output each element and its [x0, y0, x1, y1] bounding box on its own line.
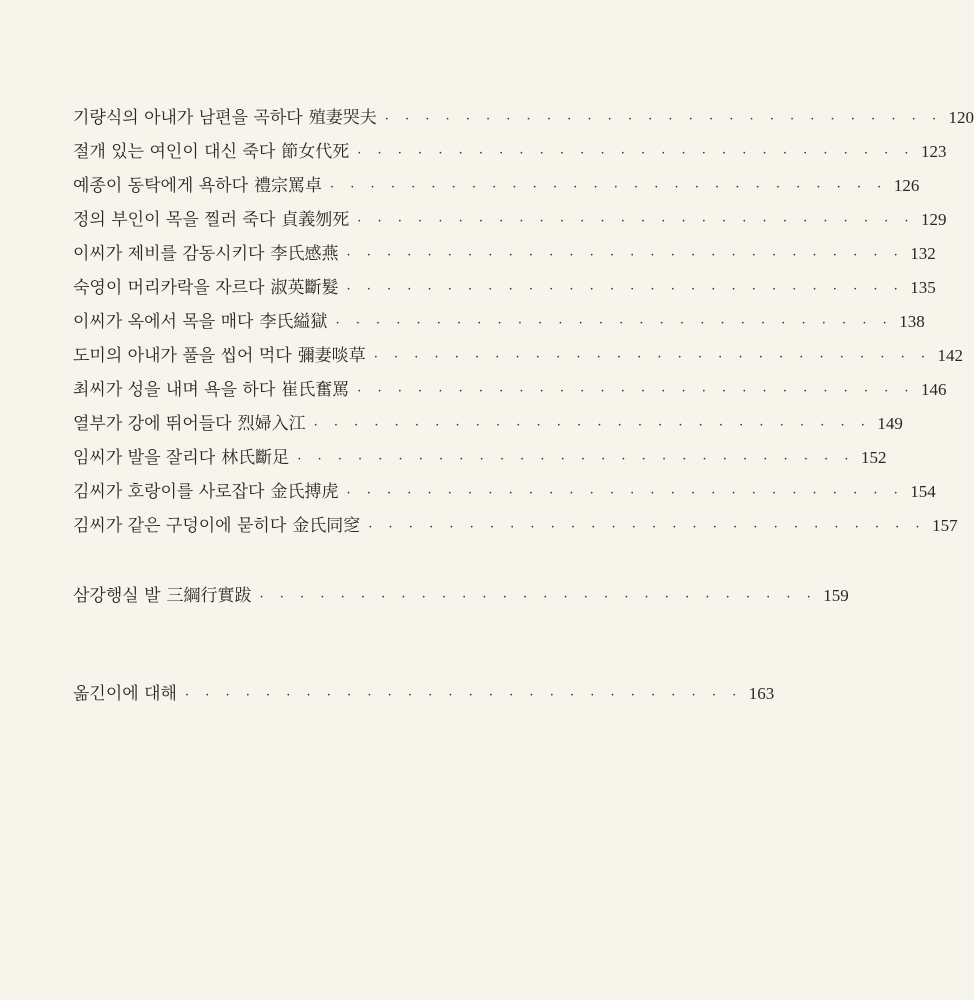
toc-entry-translator	[73, 679, 775, 713]
toc-entry-page: 146	[921, 380, 947, 399]
toc-entry-hanja: 禮宗罵卓	[254, 176, 323, 196]
toc-entry-page: 126	[893, 176, 920, 195]
toc-leader-dots: · · · · · · · · · · · · · · · · · · · · · · · · · · · ·	[346, 486, 904, 501]
toc-entry-title: 기량식의 아내가 남편을 곡하다	[73, 108, 303, 128]
toc-leader-dots: · · · · · · · · · · · · · · · · · · · · · · · · · · · ·	[313, 418, 871, 433]
section-spacer	[73, 545, 517, 581]
toc-entry-title: 임씨가 발을 잘리다	[73, 448, 216, 468]
toc-entry-title: 삼강행실 발	[73, 586, 161, 606]
toc-entry-hanja: 彌妻啖草	[297, 346, 366, 366]
toc-entry-page: 149	[877, 414, 903, 433]
toc-entry-page: 163	[748, 684, 775, 703]
toc-entry-hanja: 林氏斷足	[221, 448, 290, 468]
toc-entry	[73, 341, 963, 375]
toc-entry-title: 열부가 강에 뛰어들다	[73, 414, 232, 434]
toc-entry	[73, 103, 974, 137]
toc-entry-hanja: 烈婦入江	[237, 414, 306, 434]
toc-leader-dots: · · · · · · · · · · · · · · · · · · · · · · · · · · · ·	[297, 452, 855, 467]
toc-entry-title: 이씨가 제비를 감동시키다	[73, 244, 265, 264]
toc-entry-title: 절개 있는 여인이 대신 죽다	[73, 142, 276, 162]
toc-entry-page: 120	[948, 108, 974, 127]
toc-entry-page: 142	[937, 346, 963, 365]
toc-entry-page: 152	[860, 448, 887, 467]
toc-entry-page: 132	[910, 244, 936, 263]
section-spacer	[73, 615, 517, 679]
toc-leader-dots: · · · · · · · · · · · · · · · · · · · · · · · · · · · ·	[368, 520, 926, 535]
toc-entry-hanja: 三綱行實跋	[166, 586, 252, 606]
toc-entry-page: 123	[921, 142, 947, 161]
toc-entry-hanja: 殖妻哭夫	[308, 108, 377, 128]
toc-entry-page: 157	[932, 516, 958, 535]
toc-entry-hanja: 金氏同窆	[292, 516, 361, 536]
toc-entry	[73, 205, 947, 239]
toc-leader-dots: · · · · · · · · · · · · · · · · · · · · · · · · · · · ·	[330, 180, 888, 195]
toc-entry-page: 129	[921, 210, 947, 229]
toc-leader-dots: · · · · · · · · · · · · · · · · · · · · · · · · · · · ·	[384, 112, 942, 127]
toc-entry	[73, 477, 936, 511]
toc-entry-title: 예종이 동탁에게 욕하다	[73, 176, 249, 196]
toc-entry	[73, 443, 887, 477]
toc-entry-title: 정의 부인이 목을 찔러 죽다	[73, 210, 276, 230]
toc-entry-title: 김씨가 호랑이를 사로잡다	[73, 482, 265, 502]
toc-leader-dots: · · · · · · · · · · · · · · · · · · · · · · · · · · · ·	[346, 282, 904, 297]
toc-entry-afterword	[73, 581, 849, 615]
toc-entry-title: 도미의 아내가 풀을 씹어 먹다	[73, 346, 292, 366]
toc-leader-dots: · · · · · · · · · · · · · · · · · · · · · · · · · · · ·	[184, 688, 743, 703]
toc-entry-title: 옮긴이에 대해	[73, 684, 177, 704]
toc-leader-dots: · · · · · · · · · · · · · · · · · · · · · · · · · · · ·	[357, 146, 915, 161]
toc-leader-dots: · · · · · · · · · · · · · · · · · · · · · · · · · · · ·	[357, 214, 915, 229]
toc-entry-page: 159	[823, 586, 849, 605]
toc-entry-page: 154	[910, 482, 936, 501]
toc-entry-hanja: 淑英斷髮	[270, 278, 339, 298]
toc-entry-hanja: 貞義刎死	[281, 210, 350, 230]
toc-entry-page: 138	[899, 312, 925, 331]
toc-entry-title: 숙영이 머리카락을 자르다	[73, 278, 265, 298]
toc-entry-hanja: 李氏感燕	[270, 244, 339, 264]
toc-entry	[73, 307, 925, 341]
toc-entry	[73, 239, 936, 273]
toc-entry	[73, 171, 920, 205]
toc-leader-dots: · · · · · · · · · · · · · · · · · · · · · · · · · · · ·	[335, 316, 893, 331]
toc-entry	[73, 273, 936, 307]
toc-entry-hanja: 崔氏奮罵	[281, 380, 350, 400]
toc-entry	[73, 409, 903, 443]
toc-entry-page: 135	[910, 278, 936, 297]
toc-leader-dots: · · · · · · · · · · · · · · · · · · · · · · · · · · · ·	[259, 590, 817, 605]
toc-leader-dots: · · · · · · · · · · · · · · · · · · · · · · · · · · · ·	[357, 384, 915, 399]
toc-entry-title: 최씨가 성을 내며 욕을 하다	[73, 380, 276, 400]
toc-entry-hanja: 金氏搏虎	[270, 482, 339, 502]
toc-entry	[73, 511, 958, 545]
toc-entry-title: 김씨가 같은 구덩이에 묻히다	[73, 516, 287, 536]
toc-entry-hanja: 李氏縊獄	[259, 312, 328, 332]
toc-entry-title: 이씨가 옥에서 목을 매다	[73, 312, 254, 332]
toc-entry-hanja: 節女代死	[281, 142, 350, 162]
table-of-contents	[73, 103, 974, 713]
toc-leader-dots: · · · · · · · · · · · · · · · · · · · · · · · · · · · ·	[373, 350, 931, 365]
toc-entry	[73, 375, 947, 409]
toc-entry	[73, 137, 947, 171]
toc-leader-dots: · · · · · · · · · · · · · · · · · · · · · · · · · · · ·	[346, 248, 904, 263]
